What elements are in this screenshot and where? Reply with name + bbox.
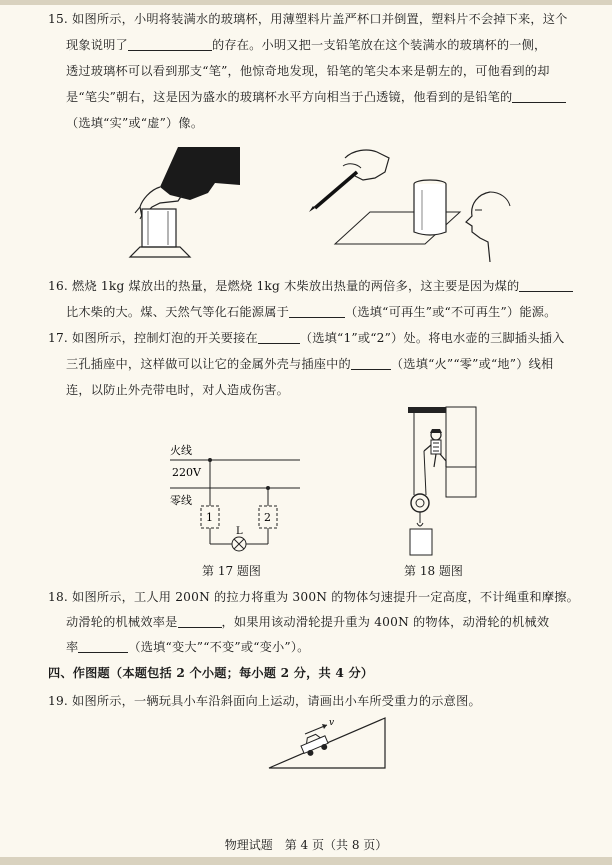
toy-car-icon bbox=[299, 731, 330, 758]
rope-right bbox=[424, 451, 426, 495]
q17-blank-1[interactable] bbox=[258, 331, 300, 344]
q15-blank-1[interactable] bbox=[128, 38, 212, 51]
page-footer: 物理试题 第 4 页（共 8 页） bbox=[224, 838, 388, 852]
lamp-label: L bbox=[236, 526, 243, 537]
q18-line1: 18. 如图所示，工人用 200N 的拉力将重为 300N 的物体匀速提升一定高度，不计绳重和摩擦。 bbox=[48, 590, 579, 604]
live-wire-label: 火线 bbox=[170, 444, 192, 457]
fig17-circuit bbox=[160, 440, 310, 560]
q15-line3: 透过玻璃杯可以看到那支“笔”，他惊奇地发现，铅笔的笔尖本来是朝左的，可他看到的却 bbox=[66, 64, 550, 78]
q17-line2: 三孔插座中，这样做可以让它的金属外壳与插座中的 （选填“火”“零”或“地”）线相 bbox=[66, 357, 554, 371]
fig17-caption: 第 17 题图 bbox=[202, 564, 261, 578]
q18-blank-1[interactable] bbox=[178, 615, 222, 628]
fig18-caption: 第 18 题图 bbox=[404, 564, 463, 578]
fig15-glass-face bbox=[330, 172, 510, 267]
q17-blank-2[interactable] bbox=[351, 357, 391, 370]
q16-line2: 比木柴的大。煤、天然气等化石能源属于 （选填“可再生”或“不可再生”）能源。 bbox=[66, 305, 557, 319]
neutral-wire-label: 零线 bbox=[170, 494, 192, 507]
q18-line2: 动滑轮的机械效率是 ，如果用该动滑轮提升重为 400N 的物体，动滑轮的机械效 bbox=[66, 615, 550, 629]
voltage-label: 220V bbox=[172, 466, 201, 479]
plastic-sheet bbox=[130, 247, 190, 257]
face bbox=[466, 192, 490, 262]
velocity-label: v bbox=[329, 718, 335, 728]
q16-line1: 16. 燃烧 1kg 煤放出的热量，是燃烧 1kg 木柴放出热量的两倍多，这主要是因为煤的 bbox=[48, 277, 573, 294]
fig19-incline bbox=[265, 712, 390, 772]
section4-heading: 四、作图题（本题包括 2 个小题；每小题 2 分，共 4 分） bbox=[48, 666, 374, 680]
page-top-edge bbox=[0, 0, 612, 5]
beam bbox=[408, 407, 446, 413]
q15-line1: 15. 如图所示，小明将装满水的玻璃杯，用薄塑料片盖严杯口并倒置，塑料片不会掉下来，这个 bbox=[48, 12, 568, 26]
glass bbox=[414, 184, 446, 235]
page-bottom-edge bbox=[0, 857, 612, 865]
switch-2-label: 2 bbox=[264, 511, 271, 524]
glass-body bbox=[142, 209, 176, 247]
q18-line3: 率 （选填“变大”“不变”或“变小”）。 bbox=[66, 640, 310, 654]
q15-line5: （选填“实”或“虚”）像。 bbox=[66, 116, 204, 130]
weight-block bbox=[410, 529, 432, 555]
q19-line1: 19. 如图所示，一辆玩具小车沿斜面向上运动，请画出小车所受重力的示意图。 bbox=[48, 694, 481, 708]
q15-blank-2[interactable] bbox=[512, 90, 566, 103]
q15-line4: 是“笔尖”朝右，这是因为盛水的玻璃杯水平方向相当于凸透镜，他看到的是铅笔的 bbox=[66, 88, 566, 105]
q17-line1: 17. 如图所示，控制灯泡的开关要接在 （选填“1”或“2”）处。将电水壶的三脚插头插入 bbox=[48, 331, 565, 345]
sleeve bbox=[160, 147, 240, 200]
pulley-wheel-icon bbox=[411, 494, 429, 512]
q16-blank-2[interactable] bbox=[289, 305, 345, 318]
q15-line2: 现象说明了 的存在。小明又把一支铅笔放在这个装满水的玻璃杯的一侧， bbox=[66, 38, 547, 52]
q18-blank-2[interactable] bbox=[78, 640, 128, 653]
q16-blank-1[interactable] bbox=[519, 279, 573, 292]
fig18-pulley bbox=[400, 405, 480, 560]
switch-1-label: 1 bbox=[206, 511, 213, 524]
fig15-glass-hand bbox=[120, 145, 240, 260]
q17-line3: 连，以防止外壳带电时，对人造成伤害。 bbox=[66, 383, 289, 397]
